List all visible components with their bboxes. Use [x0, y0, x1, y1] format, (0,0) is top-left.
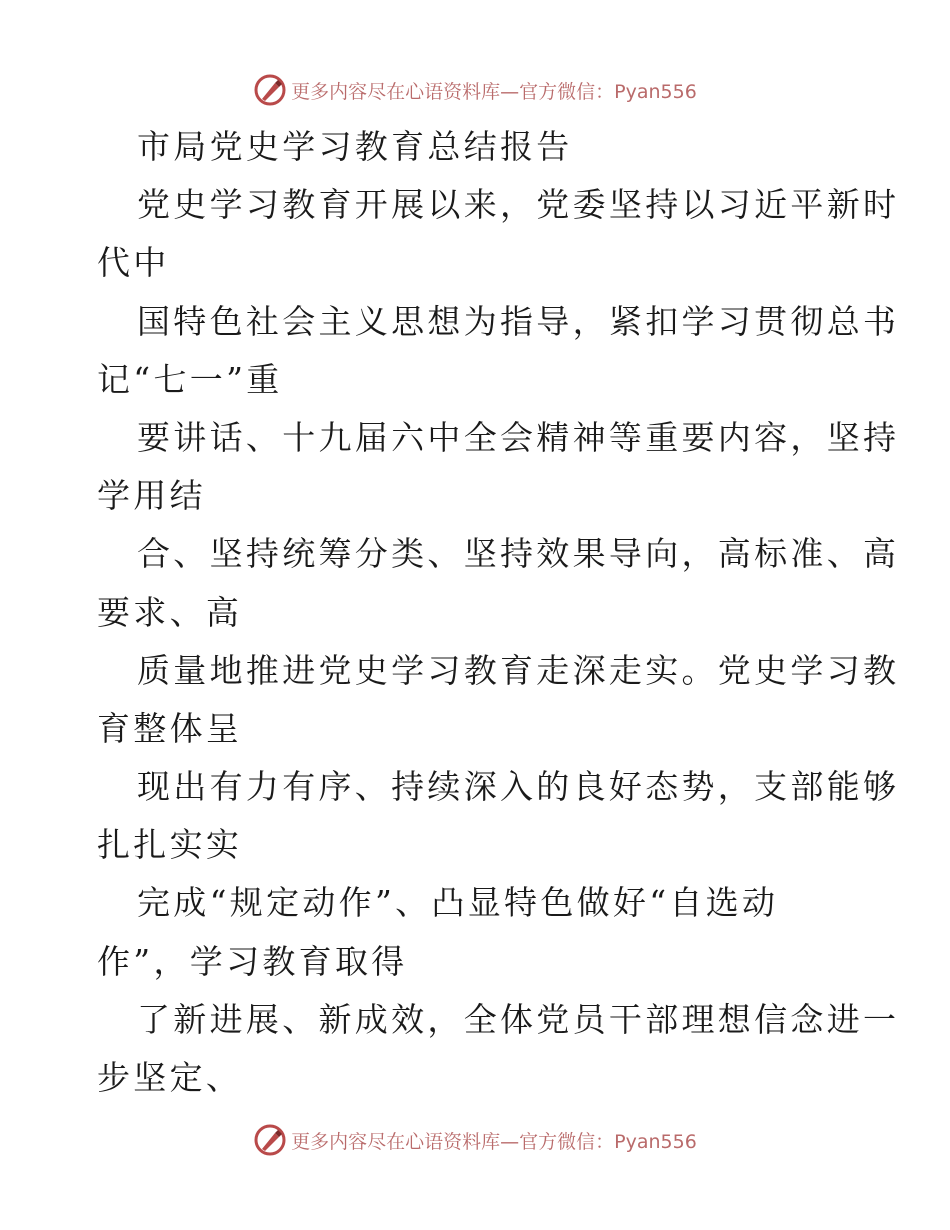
watermark-text: 更多内容尽在心语资料库—官方微信：Pyan556: [291, 1130, 697, 1153]
document-body: [97, 118, 900, 1107]
text-line: 党史学习教育开展以来，党委坚持以习近平新时: [137, 185, 900, 225]
text-line: 学用结: [97, 476, 206, 516]
text-line: 记“七一”重: [97, 359, 283, 399]
text-line: 代中: [97, 243, 170, 283]
text-line: 市局党史学习教育总结报告: [137, 127, 573, 166]
text-line: 完成“规定动作”、凸显特色做好“自选动: [137, 883, 779, 923]
text-line: 扎扎实实: [97, 825, 243, 865]
pen-logo-icon: [253, 73, 287, 107]
text-line: 要讲话、十九届六中全会精神等重要内容，坚持: [137, 417, 900, 457]
pen-logo-icon: [253, 1123, 287, 1157]
text-line: 合、坚持统筹分类、坚持效果导向，高标准、高: [137, 534, 900, 574]
text-line: 现出有力有序、持续深入的良好态势，支部能够: [137, 767, 900, 807]
text-line: 了新进展、新成效，全体党员干部理想信念进一: [137, 999, 900, 1039]
text-line: 育整体呈: [97, 708, 243, 748]
watermark-text: 更多内容尽在心语资料库—官方微信：Pyan556: [291, 80, 697, 103]
text-line: 国特色社会主义思想为指导，紧扣学习贯彻总书: [137, 301, 900, 341]
text-line: 作”，学习教育取得: [97, 941, 408, 981]
text-line: 质量地推进党史学习教育走深走实。党史学习教: [137, 650, 900, 690]
text-line: 步坚定、: [97, 1058, 243, 1097]
header-watermark: [0, 70, 950, 110]
text-line: 要求、高: [97, 592, 243, 632]
footer-watermark: [0, 1120, 950, 1160]
